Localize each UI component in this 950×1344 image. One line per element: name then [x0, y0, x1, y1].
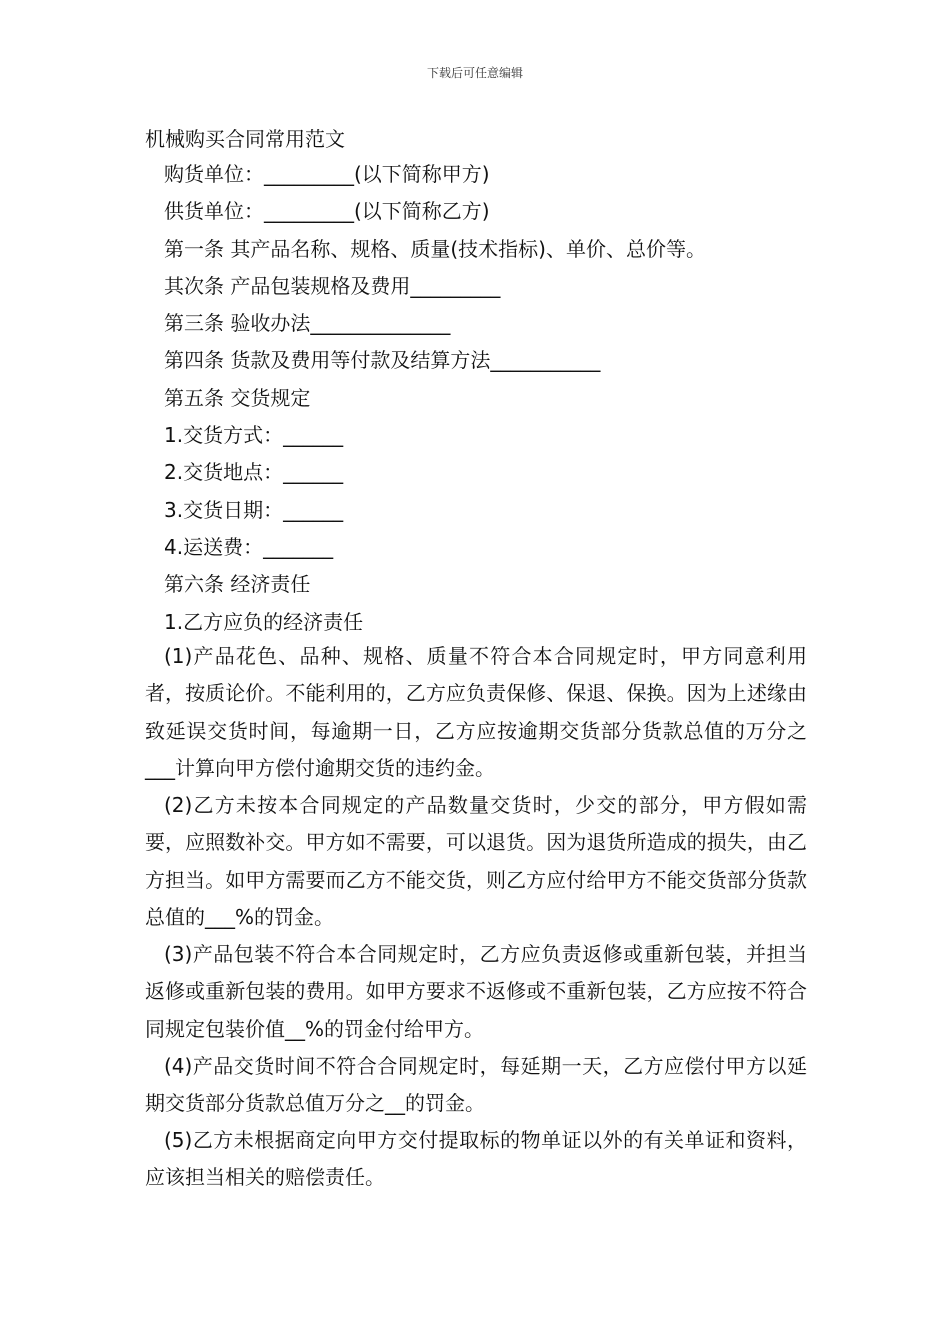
liability-item-5-block [145, 1122, 807, 1197]
liability-item-4-block [145, 1048, 807, 1123]
delivery-location: 2.交货地点：______ [164, 460, 344, 485]
liability-item-2-block [145, 787, 807, 936]
liability-item-5: (5)乙方未根据商定向甲方交付提取标的物单证以外的有关单证和资料，应该担当相关的赔偿责任。 [145, 1128, 807, 1190]
article-3: 第三条 验收办法______________ [164, 311, 451, 336]
article-5: 第五条 交货规定 [164, 385, 311, 410]
liability-item-3-block [145, 936, 807, 1048]
supplier-line: 供货单位：_________(以下简称乙方) [164, 199, 490, 224]
contract-clauses [145, 156, 815, 641]
liability-item-1: (1)产品花色、品种、规格、质量不符合本合同规定时，甲方同意利用者，按质论价。不能利用的，乙方应负责保修、保退、保换。因为上述缘由致延误交货时间，每逾期一日，乙方应按逾期交货部分货款总值的万分之___计算向甲方偿付逾期交货的违约金。 [145, 644, 807, 780]
article-6: 第六条 经济责任 [164, 572, 311, 597]
document-title: 机械购买合同常用范文 [145, 127, 345, 151]
liability-item-4: (4)产品交货时间不符合合同规定时，每延期一天，乙方应偿付甲方以延期交货部分货款总值万分之__的罚金。 [145, 1054, 807, 1116]
supplier-liability-heading: 1.乙方应负的经济责任 [164, 609, 364, 634]
article-1: 第一条 其产品名称、规格、质量(技术指标)、单价、总价等。 [164, 236, 706, 261]
delivery-date: 3.交货日期：______ [164, 497, 344, 522]
liability-item-3: (3)产品包装不符合本合同规定时，乙方应负责返修或重新包装，并担当返修或重新包装的费用。如甲方要求不返修或不重新包装，乙方应按不符合同规定包装价值__%的罚金付给甲方。 [145, 942, 807, 1041]
delivery-method: 1.交货方式：______ [164, 423, 344, 448]
liability-item-2: (2)乙方未按本合同规定的产品数量交货时，少交的部分，甲方假如需要，应照数补交。甲方如不需要，可以退货。因为退货所造成的损失，由乙方担当。如甲方需要而乙方不能交货，则乙方应付给甲方不能交货部分货款总值的___%的罚金。 [145, 793, 807, 929]
article-4: 第四条 货款及费用等付款及结算方法___________ [164, 348, 601, 373]
article-2: 其次条 产品包装规格及费用_________ [164, 273, 501, 298]
page-header-note: 下载后可任意编辑 [426, 66, 523, 80]
liability-item-1-block [145, 638, 807, 787]
shipping-fee: 4.运送费：_______ [164, 534, 334, 559]
buyer-line: 购货单位：_________(以下简称甲方) [164, 162, 490, 186]
